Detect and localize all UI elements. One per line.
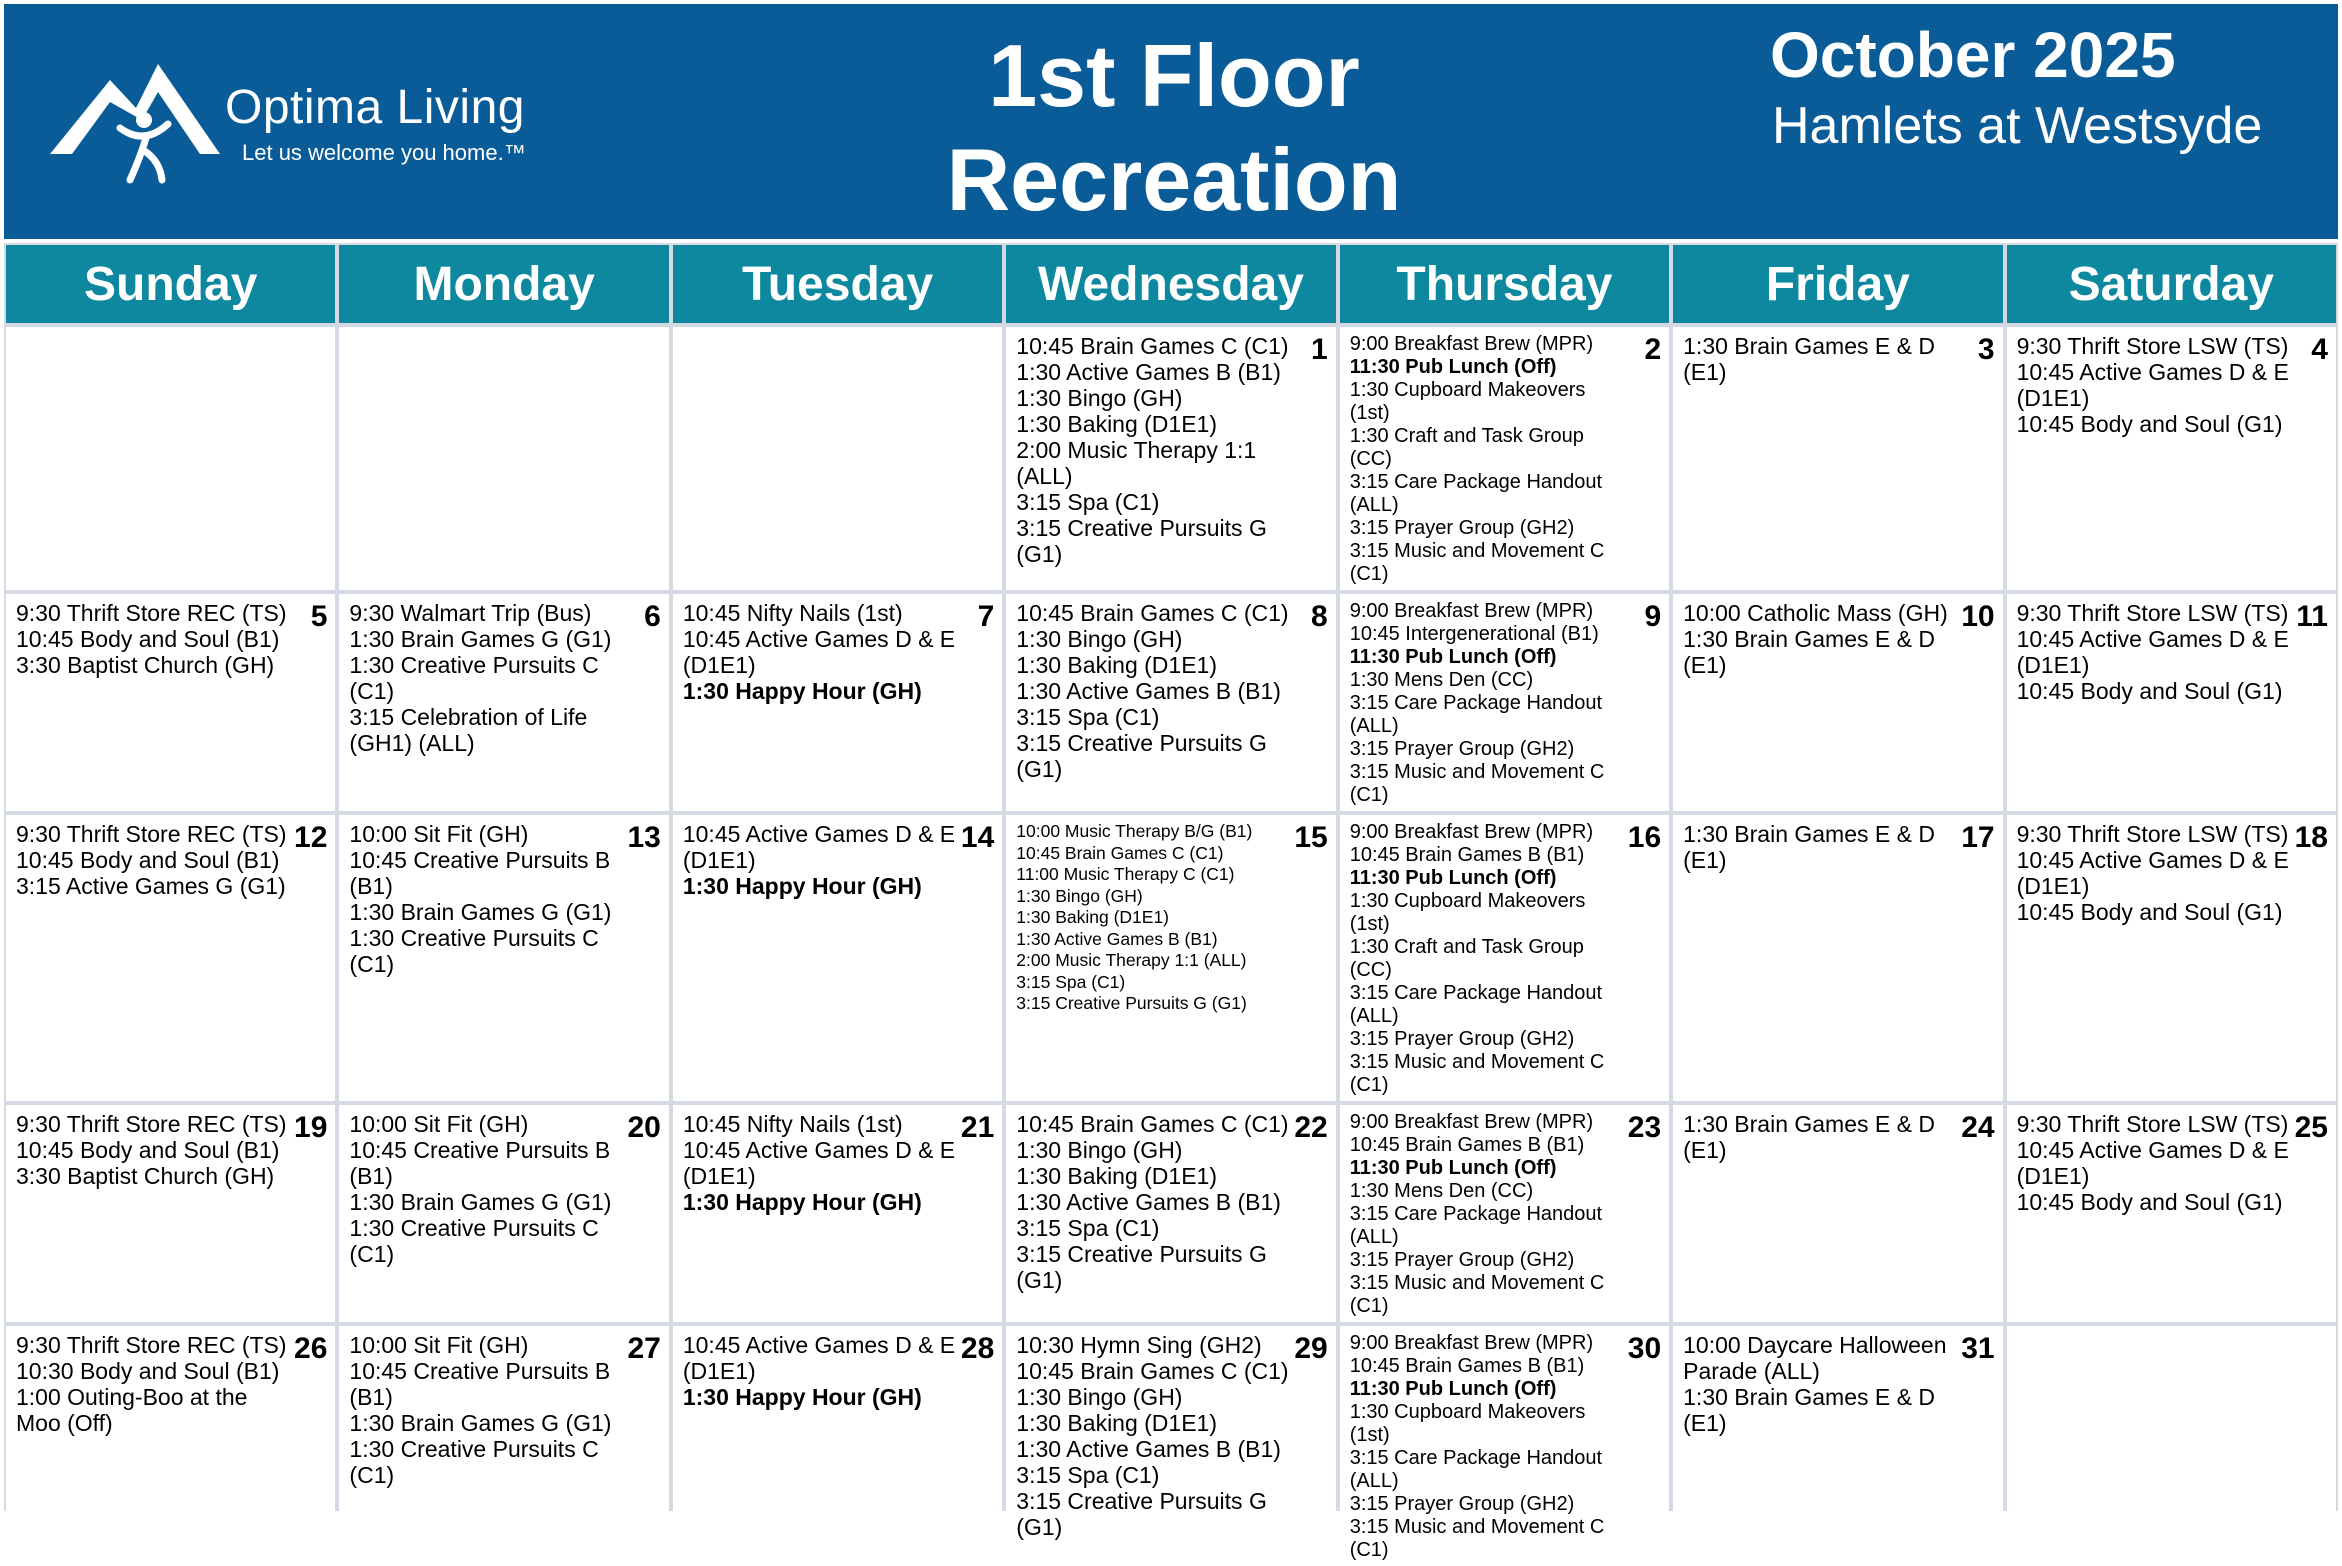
event-item: 10:45 Body and Soul (G1) xyxy=(2016,678,2283,704)
day-number: 12 xyxy=(294,821,328,854)
day-cell-15 xyxy=(1006,815,1335,1101)
event-item: 10:45 Body and Soul (G1) xyxy=(2016,1189,2283,1215)
event-item: 10:45 Brain Games C (C1) xyxy=(1016,600,1289,626)
day-number: 16 xyxy=(1627,821,1662,854)
event-list xyxy=(1349,821,1662,1097)
title-line-1: 1st Floor xyxy=(988,26,1360,125)
event-list xyxy=(16,600,325,678)
event-item: 9:30 Thrift Store LSW (TS) xyxy=(2016,600,2289,626)
event-item: 1:30 Active Games B (B1) xyxy=(1016,359,1281,385)
day-number: 15 xyxy=(1294,821,1328,854)
event-item: 3:15 Creative Pursuits G (G1) xyxy=(1016,993,1247,1013)
event-list xyxy=(682,1111,995,1215)
brand-logo xyxy=(50,62,570,192)
event-item: 3:15 Care Package Handout (ALL) xyxy=(1349,471,1608,516)
event-item: 1:30 Brain Games E & D (E1) xyxy=(1683,333,1942,385)
event-list xyxy=(1349,1332,1662,1562)
event-item: 10:45 Active Games D & E (D1E1) xyxy=(2016,847,2296,899)
event-list xyxy=(349,821,661,977)
event-item: 3:15 Spa (C1) xyxy=(1016,489,1160,515)
event-item: 1:30 Active Games B (B1) xyxy=(1016,928,1218,949)
day-number: 17 xyxy=(1961,821,1995,854)
event-item: 10:45 Brain Games C (C1) xyxy=(1016,842,1224,863)
event-item: 9:00 Breakfast Brew (MPR) xyxy=(1349,821,1594,843)
day-number: 28 xyxy=(960,1332,995,1365)
header-banner xyxy=(4,4,2338,239)
event-item: 1:30 Craft and Task Group (CC) xyxy=(1349,936,1590,981)
event-item: 1:30 Mens Den (CC) xyxy=(1349,1180,1534,1202)
title-line-2: Recreation xyxy=(946,130,1402,229)
day-number: 20 xyxy=(627,1111,661,1144)
event-item: 1:30 Bingo (GH) xyxy=(1016,385,1183,411)
day-cell-24 xyxy=(1673,1105,2002,1322)
event-item: 1:30 Happy Hour (GH) xyxy=(682,1384,922,1410)
event-item: 1:30 Happy Hour (GH) xyxy=(682,678,922,704)
event-item: 10:45 Active Games D & E (D1E1) xyxy=(682,1332,962,1384)
event-item: 3:15 Music and Movement C (C1) xyxy=(1349,540,1610,585)
event-item: 1:30 Craft and Task Group (CC) xyxy=(1349,425,1590,470)
event-item: 10:45 Brain Games B (B1) xyxy=(1349,844,1585,866)
empty-day-cell xyxy=(2007,1326,2336,1566)
month-label: October 2025 xyxy=(1770,19,2176,91)
day-header-saturday: Saturday xyxy=(2007,245,2336,323)
day-cell-30 xyxy=(1340,1326,1669,1566)
event-item: 11:30 Pub Lunch (Off) xyxy=(1349,867,1557,889)
day-cell-28 xyxy=(673,1326,1002,1566)
day-number: 19 xyxy=(294,1111,328,1144)
day-header-sunday: Sunday xyxy=(6,245,335,323)
event-item: 1:30 Brain Games G (G1) xyxy=(349,1410,612,1436)
day-cell-13 xyxy=(339,815,668,1101)
event-item: 9:30 Walmart Trip (Bus) xyxy=(349,600,592,626)
event-item: 3:15 Music and Movement C (C1) xyxy=(1349,1516,1610,1561)
day-number: 13 xyxy=(627,821,661,854)
event-item: 10:45 Active Games D & E (D1E1) xyxy=(682,821,962,873)
event-item: 3:15 Prayer Group (GH2) xyxy=(1349,1493,1575,1515)
day-cell-29 xyxy=(1006,1326,1335,1566)
event-list xyxy=(1683,1332,1995,1436)
event-item: 9:30 Thrift Store LSW (TS) xyxy=(2016,333,2289,359)
day-cell-26 xyxy=(6,1326,335,1566)
event-item: 10:45 Creative Pursuits B (B1) xyxy=(349,1358,617,1410)
house-person-icon xyxy=(50,62,220,192)
event-list xyxy=(16,1332,328,1436)
calendar-grid xyxy=(4,243,2338,1561)
event-item: 10:45 Brain Games B (B1) xyxy=(1349,1134,1585,1156)
event-list xyxy=(16,1111,328,1189)
event-item: 1:30 Brain Games E & D (E1) xyxy=(1683,1384,1942,1436)
day-cell-9 xyxy=(1340,594,1669,811)
event-item: 1:30 Active Games B (B1) xyxy=(1016,678,1281,704)
day-header-wednesday: Wednesday xyxy=(1006,245,1335,323)
day-cell-3 xyxy=(1673,327,2002,590)
event-item: 1:30 Bingo (GH) xyxy=(1016,626,1183,652)
event-item: 11:30 Pub Lunch (Off) xyxy=(1349,646,1557,668)
day-number: 30 xyxy=(1627,1332,1662,1365)
event-item: 10:30 Body and Soul (B1) xyxy=(16,1358,280,1384)
event-item: 10:00 Daycare Halloween Parade (ALL) xyxy=(1683,1332,1953,1384)
event-list xyxy=(683,600,992,704)
day-number: 27 xyxy=(627,1332,661,1365)
day-number: 11 xyxy=(2296,600,2328,633)
event-item: 9:30 Thrift Store LSW (TS) xyxy=(2016,821,2289,847)
day-cell-19 xyxy=(6,1105,335,1322)
event-list xyxy=(2017,600,2326,704)
event-list xyxy=(1349,333,1662,586)
event-item: 1:00 Outing-Boo at the Moo (Off) xyxy=(16,1384,254,1436)
event-item: 2:00 Music Therapy 1:1 (ALL) xyxy=(1016,437,1263,489)
empty-day-cell xyxy=(339,327,668,590)
event-item: 3:15 Spa (C1) xyxy=(1016,704,1160,730)
event-item: 3:15 Prayer Group (GH2) xyxy=(1349,1249,1575,1271)
day-number: 22 xyxy=(1294,1111,1328,1144)
day-cell-4 xyxy=(2007,327,2336,590)
event-item: 1:30 Mens Den (CC) xyxy=(1349,669,1534,691)
event-item: 10:00 Catholic Mass (GH) xyxy=(1683,600,1948,626)
event-list xyxy=(349,600,658,756)
event-list xyxy=(1016,600,1325,782)
event-list xyxy=(2017,1111,2326,1215)
event-item: 9:30 Thrift Store LSW (TS) xyxy=(2016,1111,2289,1137)
event-list xyxy=(1016,1111,1328,1293)
event-item: 1:30 Active Games B (B1) xyxy=(1016,1436,1281,1462)
event-item: 1:30 Brain Games G (G1) xyxy=(349,626,612,652)
day-cell-11 xyxy=(2007,594,2336,811)
event-item: 10:45 Brain Games C (C1) xyxy=(1016,1358,1289,1384)
event-item: 2:00 Music Therapy 1:1 (ALL) xyxy=(1016,950,1247,970)
event-item: 3:15 Spa (C1) xyxy=(1016,971,1126,992)
day-header-thursday: Thursday xyxy=(1340,245,1669,323)
event-item: 3:15 Music and Movement C (C1) xyxy=(1349,761,1610,806)
event-list xyxy=(1016,821,1328,1015)
brand-tagline: Let us welcome you home.™ xyxy=(242,140,526,165)
event-item: 3:15 Care Package Handout (ALL) xyxy=(1349,692,1608,737)
event-item: 3:15 Active Games G (G1) xyxy=(16,873,286,899)
event-item: 10:45 Body and Soul (B1) xyxy=(16,626,280,652)
event-list xyxy=(1683,600,1995,678)
event-item: 1:30 Baking (D1E1) xyxy=(1016,652,1218,678)
day-cell-23 xyxy=(1340,1105,1669,1322)
event-list xyxy=(1016,1332,1328,1540)
event-item: 10:45 Active Games D & E (D1E1) xyxy=(2016,359,2296,411)
event-item: 10:45 Body and Soul (G1) xyxy=(2016,899,2283,925)
event-item: 3:15 Creative Pursuits G (G1) xyxy=(1016,1488,1274,1540)
day-number: 26 xyxy=(294,1332,328,1365)
day-number: 2 xyxy=(1644,333,1662,366)
event-item: 3:15 Creative Pursuits G (G1) xyxy=(1016,515,1274,567)
event-item: 10:00 Sit Fit (GH) xyxy=(349,1332,529,1358)
day-cell-20 xyxy=(339,1105,668,1322)
day-cell-8 xyxy=(1006,594,1335,811)
day-cell-16 xyxy=(1340,815,1669,1101)
day-cell-14 xyxy=(673,815,1002,1101)
event-item: 10:45 Creative Pursuits B (B1) xyxy=(349,847,617,899)
day-cell-17 xyxy=(1673,815,2002,1101)
day-number: 25 xyxy=(2294,1111,2328,1144)
event-list xyxy=(1683,1111,1995,1163)
event-item: 9:00 Breakfast Brew (MPR) xyxy=(1349,1332,1594,1354)
event-item: 10:45 Brain Games B (B1) xyxy=(1349,1355,1585,1377)
event-item: 3:15 Care Package Handout (ALL) xyxy=(1349,982,1608,1027)
day-number: 29 xyxy=(1294,1332,1328,1365)
day-cell-10 xyxy=(1673,594,2002,811)
day-number: 9 xyxy=(1644,600,1662,633)
event-item: 1:30 Happy Hour (GH) xyxy=(682,873,922,899)
event-item: 10:00 Music Therapy B/G (B1) xyxy=(1016,821,1253,841)
event-item: 3:15 Spa (C1) xyxy=(1016,1215,1160,1241)
day-cell-18 xyxy=(2007,815,2336,1101)
event-item: 10:45 Active Games D & E (D1E1) xyxy=(682,1137,962,1189)
event-item: 3:15 Prayer Group (GH2) xyxy=(1349,738,1575,760)
day-cell-21 xyxy=(673,1105,1002,1322)
page-title xyxy=(834,24,1514,232)
event-item: 3:30 Baptist Church (GH) xyxy=(16,652,275,678)
day-cell-7 xyxy=(673,594,1002,811)
day-number: 10 xyxy=(1961,600,1995,633)
day-number: 5 xyxy=(310,600,328,633)
event-list xyxy=(1016,333,1325,567)
event-list xyxy=(1349,600,1662,807)
day-header-monday: Monday xyxy=(339,245,668,323)
event-item: 1:30 Creative Pursuits C (C1) xyxy=(349,1215,606,1267)
event-item: 1:30 Active Games B (B1) xyxy=(1016,1189,1281,1215)
day-cell-31 xyxy=(1673,1326,2002,1566)
event-list xyxy=(2017,821,2326,925)
day-number: 1 xyxy=(1311,333,1328,366)
event-item: 9:30 Thrift Store REC (TS) xyxy=(16,821,287,847)
day-cell-25 xyxy=(2007,1105,2336,1322)
event-item: 9:30 Thrift Store REC (TS) xyxy=(16,1111,287,1137)
event-item: 1:30 Brain Games G (G1) xyxy=(349,899,612,925)
event-item: 1:30 Baking (D1E1) xyxy=(1016,1163,1218,1189)
event-item: 11:00 Music Therapy C (C1) xyxy=(1016,864,1235,884)
day-cell-22 xyxy=(1006,1105,1335,1322)
event-item: 10:45 Body and Soul (G1) xyxy=(2016,411,2283,437)
event-item: 10:45 Active Games D & E (D1E1) xyxy=(2016,1137,2296,1189)
event-list xyxy=(2017,333,2326,437)
event-item: 9:30 Thrift Store REC (TS) xyxy=(16,1332,287,1358)
day-number: 8 xyxy=(1311,600,1328,633)
empty-day-cell xyxy=(6,327,335,590)
event-item: 3:15 Prayer Group (GH2) xyxy=(1349,517,1575,539)
event-item: 3:15 Care Package Handout (ALL) xyxy=(1349,1447,1608,1492)
event-list xyxy=(682,821,995,899)
event-item: 10:45 Active Games D & E (D1E1) xyxy=(2016,626,2296,678)
day-number: 3 xyxy=(1977,333,1995,366)
event-item: 10:45 Creative Pursuits B (B1) xyxy=(349,1137,617,1189)
event-item: 10:45 Body and Soul (B1) xyxy=(16,847,280,873)
event-item: 3:15 Celebration of Life (GH1) (ALL) xyxy=(349,704,594,756)
day-number: 4 xyxy=(2311,333,2328,366)
day-cell-27 xyxy=(339,1326,668,1566)
event-item: 1:30 Cupboard Makeovers (1st) xyxy=(1349,890,1591,935)
event-item: 3:15 Prayer Group (GH2) xyxy=(1349,1028,1575,1050)
event-item: 10:45 Nifty Nails (1st) xyxy=(682,600,903,626)
event-list xyxy=(16,821,328,899)
day-number: 21 xyxy=(960,1111,995,1144)
event-item: 1:30 Brain Games E & D (E1) xyxy=(1683,821,1942,873)
event-item: 10:45 Brain Games C (C1) xyxy=(1016,333,1289,359)
event-item: 9:00 Breakfast Brew (MPR) xyxy=(1349,1111,1594,1133)
event-item: 9:00 Breakfast Brew (MPR) xyxy=(1349,600,1594,622)
event-item: 11:30 Pub Lunch (Off) xyxy=(1349,356,1557,378)
event-item: 10:45 Body and Soul (B1) xyxy=(16,1137,280,1163)
event-item: 10:00 Sit Fit (GH) xyxy=(349,1111,529,1137)
event-item: 3:15 Creative Pursuits G (G1) xyxy=(1016,1241,1274,1293)
event-list xyxy=(1683,821,1995,873)
brand-name: Optima Living xyxy=(225,81,525,134)
event-item: 1:30 Bingo (GH) xyxy=(1016,885,1143,906)
event-list xyxy=(349,1111,661,1267)
event-list xyxy=(682,1332,995,1410)
day-cell-6 xyxy=(339,594,668,811)
event-item: 3:15 Care Package Handout (ALL) xyxy=(1349,1203,1608,1248)
event-item: 10:45 Brain Games C (C1) xyxy=(1016,1111,1289,1137)
event-item: 10:30 Hymn Sing (GH2) xyxy=(1016,1332,1262,1358)
event-item: 1:30 Brain Games E & D (E1) xyxy=(1683,626,1942,678)
event-item: 1:30 Bingo (GH) xyxy=(1016,1384,1183,1410)
day-number: 31 xyxy=(1961,1332,1995,1365)
event-item: 1:30 Brain Games E & D (E1) xyxy=(1683,1111,1942,1163)
event-item: 9:30 Thrift Store REC (TS) xyxy=(16,600,287,626)
event-item: 1:30 Cupboard Makeovers (1st) xyxy=(1349,1401,1591,1446)
day-number: 23 xyxy=(1627,1111,1662,1144)
event-item: 3:15 Spa (C1) xyxy=(1016,1462,1160,1488)
event-item: 1:30 Baking (D1E1) xyxy=(1016,411,1218,437)
event-list xyxy=(1683,333,1992,385)
event-item: 1:30 Baking (D1E1) xyxy=(1016,1410,1218,1436)
event-item: 3:15 Creative Pursuits G (G1) xyxy=(1016,730,1274,782)
event-item: 1:30 Brain Games G (G1) xyxy=(349,1189,612,1215)
location-label: Hamlets at Westsyde xyxy=(1772,97,2263,155)
day-header-friday: Friday xyxy=(1673,245,2002,323)
day-number: 6 xyxy=(644,600,661,633)
event-list xyxy=(349,1332,661,1488)
day-cell-2 xyxy=(1340,327,1669,590)
day-cell-5 xyxy=(6,594,335,811)
event-item: 1:30 Creative Pursuits C (C1) xyxy=(349,652,606,704)
event-item: 1:30 Baking (D1E1) xyxy=(1016,907,1170,927)
event-item: 10:45 Intergenerational (B1) xyxy=(1349,623,1599,645)
day-cell-12 xyxy=(6,815,335,1101)
event-item: 3:15 Music and Movement C (C1) xyxy=(1349,1051,1610,1096)
event-item: 11:30 Pub Lunch (Off) xyxy=(1349,1157,1557,1179)
event-item: 1:30 Happy Hour (GH) xyxy=(682,1189,922,1215)
event-item: 11:30 Pub Lunch (Off) xyxy=(1349,1378,1557,1400)
event-item: 1:30 Creative Pursuits C (C1) xyxy=(349,1436,606,1488)
event-list xyxy=(1349,1111,1662,1318)
day-number: 24 xyxy=(1961,1111,1995,1144)
event-item: 1:30 Bingo (GH) xyxy=(1016,1137,1183,1163)
day-number: 18 xyxy=(2294,821,2328,854)
day-number: 14 xyxy=(960,821,995,854)
event-item: 3:30 Baptist Church (GH) xyxy=(16,1163,275,1189)
day-number: 7 xyxy=(977,600,995,633)
event-item: 1:30 Creative Pursuits C (C1) xyxy=(349,925,606,977)
event-item: 10:45 Nifty Nails (1st) xyxy=(682,1111,903,1137)
event-item: 9:00 Breakfast Brew (MPR) xyxy=(1349,333,1594,355)
event-item: 3:15 Music and Movement C (C1) xyxy=(1349,1272,1610,1317)
day-cell-1 xyxy=(1006,327,1335,590)
event-item: 10:00 Sit Fit (GH) xyxy=(349,821,529,847)
empty-day-cell xyxy=(673,327,1002,590)
event-item: 1:30 Cupboard Makeovers (1st) xyxy=(1349,379,1591,424)
event-item: 10:45 Active Games D & E (D1E1) xyxy=(682,626,962,678)
day-header-tuesday: Tuesday xyxy=(673,245,1002,323)
